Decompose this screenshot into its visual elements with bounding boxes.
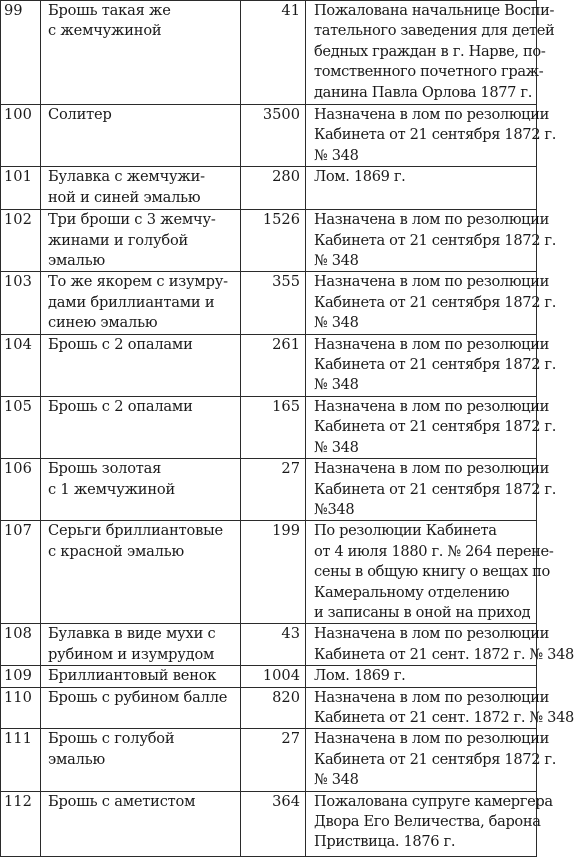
item-note-cell (306, 272, 556, 334)
item-value-cell: 280 (241, 167, 306, 210)
table-row (1, 459, 537, 521)
item-number-cell: 105 (1, 396, 41, 458)
item-note-line: Назначена в лом по резолюции (314, 688, 549, 706)
item-description-line: дами бриллиантами и (48, 293, 215, 311)
item-description-line: Солитер (48, 106, 112, 123)
item-value-cell: 27 (241, 729, 306, 791)
item-note-cell (306, 791, 553, 856)
item-note-cell (306, 521, 554, 624)
item-description-line: эмалью (48, 750, 105, 768)
item-note-line: №348 (314, 500, 355, 518)
item-description-cell (41, 105, 241, 167)
item-description-line: Брошь с 2 опалами (48, 397, 193, 415)
item-note-line: Назначена в лом по резолюции (314, 730, 549, 748)
item-description-line: с 1 жемчужиной (48, 480, 175, 498)
item-note-line: бедных граждан в г. Нарве, по- (314, 42, 546, 60)
item-note-line: По резолюции Кабинета (314, 522, 497, 540)
item-note-cell (306, 334, 556, 396)
item-note-line: Назначена в лом по резолюции (314, 397, 549, 415)
item-description-line: с жемчужиной (48, 22, 162, 40)
item-note-line: Пожалована супруге камергера (314, 792, 553, 810)
item-value-cell: 43 (241, 624, 306, 666)
item-description-line: синею эмалью (48, 314, 158, 332)
table-row (1, 521, 537, 624)
item-description-cell (41, 687, 241, 729)
item-description-line: Брошь такая же (48, 2, 171, 19)
table-row (1, 666, 537, 687)
item-note-line: от 4 июля 1880 г. № 264 перене- (314, 542, 554, 560)
item-number-cell: 106 (1, 459, 41, 521)
item-note-cell (306, 729, 556, 791)
item-description-line: жинами и голубой (48, 231, 189, 249)
table-row (1, 729, 537, 791)
item-note-cell (306, 666, 537, 687)
item-description-line: То же якорем с изумру- (48, 273, 228, 291)
item-number-cell: 108 (1, 624, 41, 666)
item-value-cell: 1004 (241, 666, 306, 687)
item-note-line: Приствица. 1876 г. (314, 833, 456, 851)
table-row (1, 210, 537, 272)
item-description-line: ной и синей эмалью (48, 188, 201, 206)
item-description-line: Брошь с аметистом (48, 792, 196, 810)
item-value-cell: 199 (241, 521, 306, 624)
item-description-line: Булавка с жемчужи- (48, 168, 205, 186)
item-note-cell (306, 105, 556, 167)
item-number-cell: 107 (1, 521, 41, 624)
item-note-line: Кабинета от 21 сентября 1872 г. (314, 418, 556, 436)
item-description-cell (41, 666, 241, 687)
item-note-cell (306, 624, 574, 666)
item-note-cell (306, 167, 537, 210)
item-note-line: данина Павла Орлова 1877 г. (314, 83, 532, 101)
item-number-cell: 101 (1, 167, 41, 210)
item-description-cell (41, 624, 241, 666)
item-note-cell (306, 459, 556, 521)
item-description-line: Бриллиантовый венок (48, 667, 217, 685)
item-value-cell: 27 (241, 459, 306, 521)
item-number-cell: 99 (1, 1, 41, 105)
item-value-cell: 165 (241, 396, 306, 458)
item-note-cell (306, 396, 556, 458)
item-description-line: Брошь с рубином балле (48, 688, 228, 706)
item-number-cell: 109 (1, 666, 41, 687)
item-value-cell: 820 (241, 687, 306, 729)
table-row (1, 167, 537, 210)
item-note-line: Кабинета от 21 сентября 1872 г. (314, 480, 556, 498)
item-note-line: Назначена в лом по резолюции (314, 273, 549, 291)
item-note-line: Кабинета от 21 сентября 1872 г. (314, 231, 556, 249)
item-note-line: сены в общую книгу о вещах по (314, 563, 550, 581)
registry-table-body (1, 1, 574, 857)
item-description-cell (41, 459, 241, 521)
item-description-line: Булавка в виде мухи с (48, 625, 216, 643)
item-note-line: № 348 (314, 438, 359, 456)
item-description-line: Брошь с голубой (48, 730, 175, 748)
item-note-line: Кабинета от 21 сентября 1872 г. (314, 126, 556, 144)
item-description-cell (41, 1, 241, 105)
item-note-line: Лом. 1869 г. (314, 168, 406, 186)
item-number-cell: 104 (1, 334, 41, 396)
item-note-line: томственного почетного граж- (314, 63, 544, 81)
item-note-line: Назначена в лом по резолюции (314, 211, 549, 229)
item-value-cell: 261 (241, 334, 306, 396)
item-description-cell (41, 791, 241, 856)
item-number-cell: 100 (1, 105, 41, 167)
table-row (1, 334, 537, 396)
item-description-line: с красной эмалью (48, 542, 184, 560)
table-row (1, 105, 537, 167)
item-value-cell: 41 (241, 1, 306, 105)
item-note-line: № 348 (314, 771, 359, 789)
item-note-line: Кабинета от 21 сент. 1872 г. № 348 (314, 708, 574, 726)
item-note-line: Кабинета от 21 сентября 1872 г. (314, 750, 556, 768)
item-value-cell: 355 (241, 272, 306, 334)
item-number-cell: 103 (1, 272, 41, 334)
item-note-cell (306, 687, 574, 729)
item-description-cell (41, 334, 241, 396)
item-description-line: Три броши с 3 жемчу- (48, 211, 216, 229)
item-description-cell (41, 167, 241, 210)
item-note-line: № 348 (314, 314, 359, 332)
item-description-cell (41, 729, 241, 791)
item-number-cell: 112 (1, 791, 41, 856)
table-row (1, 396, 537, 458)
item-note-line: Назначена в лом по резолюции (314, 625, 549, 643)
item-note-line: Камеральному отделению (314, 583, 510, 601)
item-note-line: Кабинета от 21 сентября 1872 г. (314, 356, 556, 374)
item-description-line: рубином и изумрудом (48, 645, 215, 663)
table-row (1, 272, 537, 334)
item-number-cell: 111 (1, 729, 41, 791)
item-note-line: Лом. 1869 г. (314, 667, 406, 685)
item-description-cell (41, 272, 241, 334)
table-row (1, 791, 537, 856)
item-number-cell: 110 (1, 687, 41, 729)
item-description-line: эмалью (48, 252, 105, 270)
item-note-line: Назначена в лом по резолюции (314, 106, 549, 123)
item-note-line: тательного заведения для детей (314, 22, 555, 40)
item-description-cell (41, 521, 241, 624)
item-value-cell: 364 (241, 791, 306, 856)
item-note-cell (306, 1, 555, 105)
item-note-line: № 348 (314, 376, 359, 394)
item-value-cell: 3500 (241, 105, 306, 167)
item-description-line: Серьги бриллиантовые (48, 522, 223, 540)
item-description-cell (41, 396, 241, 458)
item-value-cell: 1526 (241, 210, 306, 272)
item-note-cell (306, 210, 556, 272)
item-description-line: Брошь золотая (48, 460, 162, 478)
item-note-line: Пожалована начальнице Воспи- (314, 2, 555, 19)
item-description-line: Брошь с 2 опалами (48, 335, 193, 353)
item-note-line: № 348 (314, 252, 359, 270)
item-note-line: Кабинета от 21 сент. 1872 г. № 348 (314, 645, 574, 663)
item-description-cell (41, 210, 241, 272)
item-note-line: Назначена в лом по резолюции (314, 460, 549, 478)
table-row (1, 687, 537, 729)
item-note-line: Двора Его Величества, барона (314, 813, 541, 830)
item-number-cell: 102 (1, 210, 41, 272)
table-row (1, 1, 537, 105)
item-note-line: № 348 (314, 146, 359, 164)
item-note-line: Кабинета от 21 сентября 1872 г. (314, 293, 556, 311)
table-row (1, 624, 537, 666)
item-note-line: Назначена в лом по резолюции (314, 335, 549, 353)
item-note-line: и записаны в оной на приход (314, 603, 531, 621)
